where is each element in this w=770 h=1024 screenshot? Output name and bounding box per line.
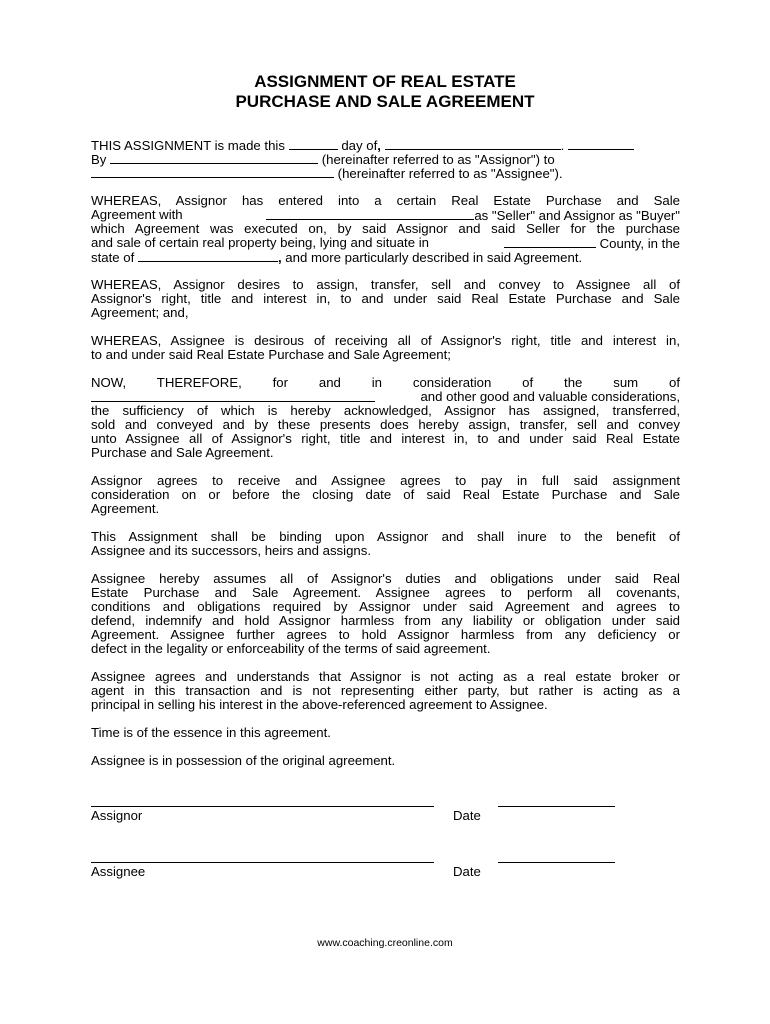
assignor-date-line[interactable] bbox=[498, 806, 615, 807]
understands-line-1: Assignee agrees and understands that Assignor is not acting as a real estate broker or bbox=[91, 669, 680, 684]
assumes-line-1: Assignee hereby assumes all of Assignor's duties and obligations under said Real bbox=[91, 571, 680, 586]
assignee-label: Assignee bbox=[91, 864, 146, 879]
intro-text: , bbox=[377, 138, 381, 153]
understands-line-3: principal in selling his interest in the above-referenced agreement to Assignee. bbox=[91, 697, 548, 712]
intro-line-2 bbox=[91, 152, 680, 166]
essence-line: Time is of the essence in this agreement. bbox=[91, 725, 331, 740]
whereas-paragraph-2 bbox=[91, 278, 680, 320]
now-line-5: unto Assignee all of Assignor's right, title and interest in, to and under said Real Estate bbox=[91, 431, 680, 446]
intro-text: THIS ASSIGNMENT is made this bbox=[91, 138, 285, 153]
possession-paragraph bbox=[91, 754, 680, 768]
footer-url: www.coaching.creonline.com bbox=[317, 937, 453, 949]
now-text: and other good and valuable considerations, bbox=[420, 389, 680, 404]
assignee-date-line[interactable] bbox=[498, 862, 615, 863]
possession-line: Assignee is in possession of the original agreement. bbox=[91, 753, 396, 768]
assignee-name-blank[interactable] bbox=[91, 166, 334, 178]
intro-text: (hereinafter referred to as "Assignor") to bbox=[321, 152, 555, 167]
consideration-amount-blank[interactable] bbox=[91, 390, 375, 402]
intro-text: . bbox=[560, 138, 565, 153]
understands-line-2: agent in this transaction and is not representing either party, but rather is acting as a bbox=[91, 683, 680, 698]
whereas2-line-2: Assignor's right, title and interest in, to and under said Real Estate Purchase and Sale bbox=[91, 291, 680, 306]
county-blank[interactable] bbox=[504, 236, 596, 248]
assignor-date-label: Date bbox=[453, 808, 481, 823]
essence-paragraph bbox=[91, 726, 680, 740]
payment-paragraph bbox=[91, 474, 680, 516]
whereas-paragraph-1 bbox=[91, 194, 680, 264]
intro-line-1 bbox=[91, 138, 680, 152]
now-line-6: Purchase and Sale Agreement. bbox=[91, 445, 274, 460]
binding-line-1: This Assignment shall be binding upon Assignor and shall inure to the benefit of bbox=[91, 529, 680, 544]
year-blank[interactable] bbox=[568, 138, 634, 150]
whereas1-text: state of bbox=[91, 250, 135, 265]
intro-text: By bbox=[91, 152, 107, 167]
whereas3-line-2: to and under said Real Estate Purchase and Sale Agreement; bbox=[91, 347, 451, 362]
whereas1-text: , bbox=[277, 250, 282, 265]
whereas1-text: County, in the bbox=[599, 236, 680, 251]
whereas2-line-3: Agreement; and, bbox=[91, 305, 189, 320]
whereas1-line-2 bbox=[91, 208, 680, 222]
now-line-4: sold and conveyed and by these presents does hereby assign, transfer, sell and convey bbox=[91, 417, 680, 432]
whereas1-line-5 bbox=[91, 250, 680, 264]
now-line-2 bbox=[91, 390, 680, 404]
agrees-line-1: Assignor agrees to receive and Assignee agrees to pay in full said assignment bbox=[91, 473, 680, 488]
document-title-line-1: ASSIGNMENT OF REAL ESTATE bbox=[254, 72, 516, 91]
assumes-line-6: defect in the legality or enforceability of the terms of said agreement. bbox=[91, 641, 491, 656]
assignee-date-label: Date bbox=[453, 864, 481, 879]
state-blank[interactable] bbox=[138, 250, 278, 262]
whereas1-line-1: WHEREAS, Assignor has entered into a certain Real Estate Purchase and Sale bbox=[91, 193, 680, 208]
agrees-line-2: consideration on or before the closing date of said Real Estate Purchase and Sale bbox=[91, 487, 680, 502]
binding-line-2: Assignee and its successors, heirs and assigns. bbox=[91, 543, 372, 558]
assumes-line-5: Agreement. Assignee further agrees to hold Assignor harmless from any deficiency or bbox=[91, 627, 680, 642]
whereas-paragraph-3 bbox=[91, 334, 680, 362]
assignee-signature-line[interactable] bbox=[91, 862, 434, 863]
intro-paragraph bbox=[91, 138, 680, 180]
document-title-line-2: PURCHASE AND SALE AGREEMENT bbox=[235, 92, 535, 111]
consideration-paragraph bbox=[91, 376, 680, 460]
day-blank[interactable] bbox=[289, 138, 338, 150]
whereas1-line-4 bbox=[91, 236, 680, 250]
whereas1-text: and more particularly described in said Agreement. bbox=[285, 250, 583, 265]
assumes-line-4: defend, indemnify and hold Assignor harmless from any liability or obligation under said bbox=[91, 613, 680, 628]
assignor-label: Assignor bbox=[91, 808, 143, 823]
whereas3-line-1: WHEREAS, Assignee is desirous of receiving all of Assignor's right, title and interest in, bbox=[91, 333, 680, 348]
broker-disclaimer-paragraph bbox=[91, 670, 680, 712]
month-blank[interactable] bbox=[385, 138, 561, 150]
whereas1-text: Agreement with bbox=[91, 207, 183, 222]
seller-name-blank[interactable] bbox=[266, 208, 474, 220]
agrees-line-3: Agreement. bbox=[91, 501, 160, 516]
assumption-paragraph bbox=[91, 572, 680, 656]
assumes-line-3: conditions and obligations required by Assignor under said Agreement and agrees to bbox=[91, 599, 680, 614]
assignor-name-blank[interactable] bbox=[110, 152, 318, 164]
whereas2-line-1: WHEREAS, Assignor desires to assign, transfer, sell and convey to Assignee all of bbox=[91, 277, 680, 292]
whereas1-text: and sale of certain real property being, lying and situate in bbox=[91, 235, 429, 250]
now-line-3: the sufficiency of which is hereby acknowledged, Assignor has assigned, transferred, bbox=[91, 403, 680, 418]
assignor-signature-line[interactable] bbox=[91, 806, 434, 807]
intro-line-3 bbox=[91, 166, 680, 180]
intro-text: day of bbox=[341, 138, 378, 153]
whereas1-text: as "Seller" and Assignor as "Buyer" bbox=[474, 208, 680, 223]
binding-paragraph bbox=[91, 530, 680, 558]
whereas1-line-3: which Agreement was executed on, by said Assignor and said Seller for the purchase bbox=[91, 221, 680, 236]
intro-text: (hereinafter referred to as "Assignee"). bbox=[337, 166, 563, 181]
assumes-line-2: Estate Purchase and Sale Agreement. Assignee agrees to perform all covenants, bbox=[91, 585, 680, 600]
now-line-1: NOW, THEREFORE, for and in consideration of the sum of bbox=[91, 375, 680, 390]
